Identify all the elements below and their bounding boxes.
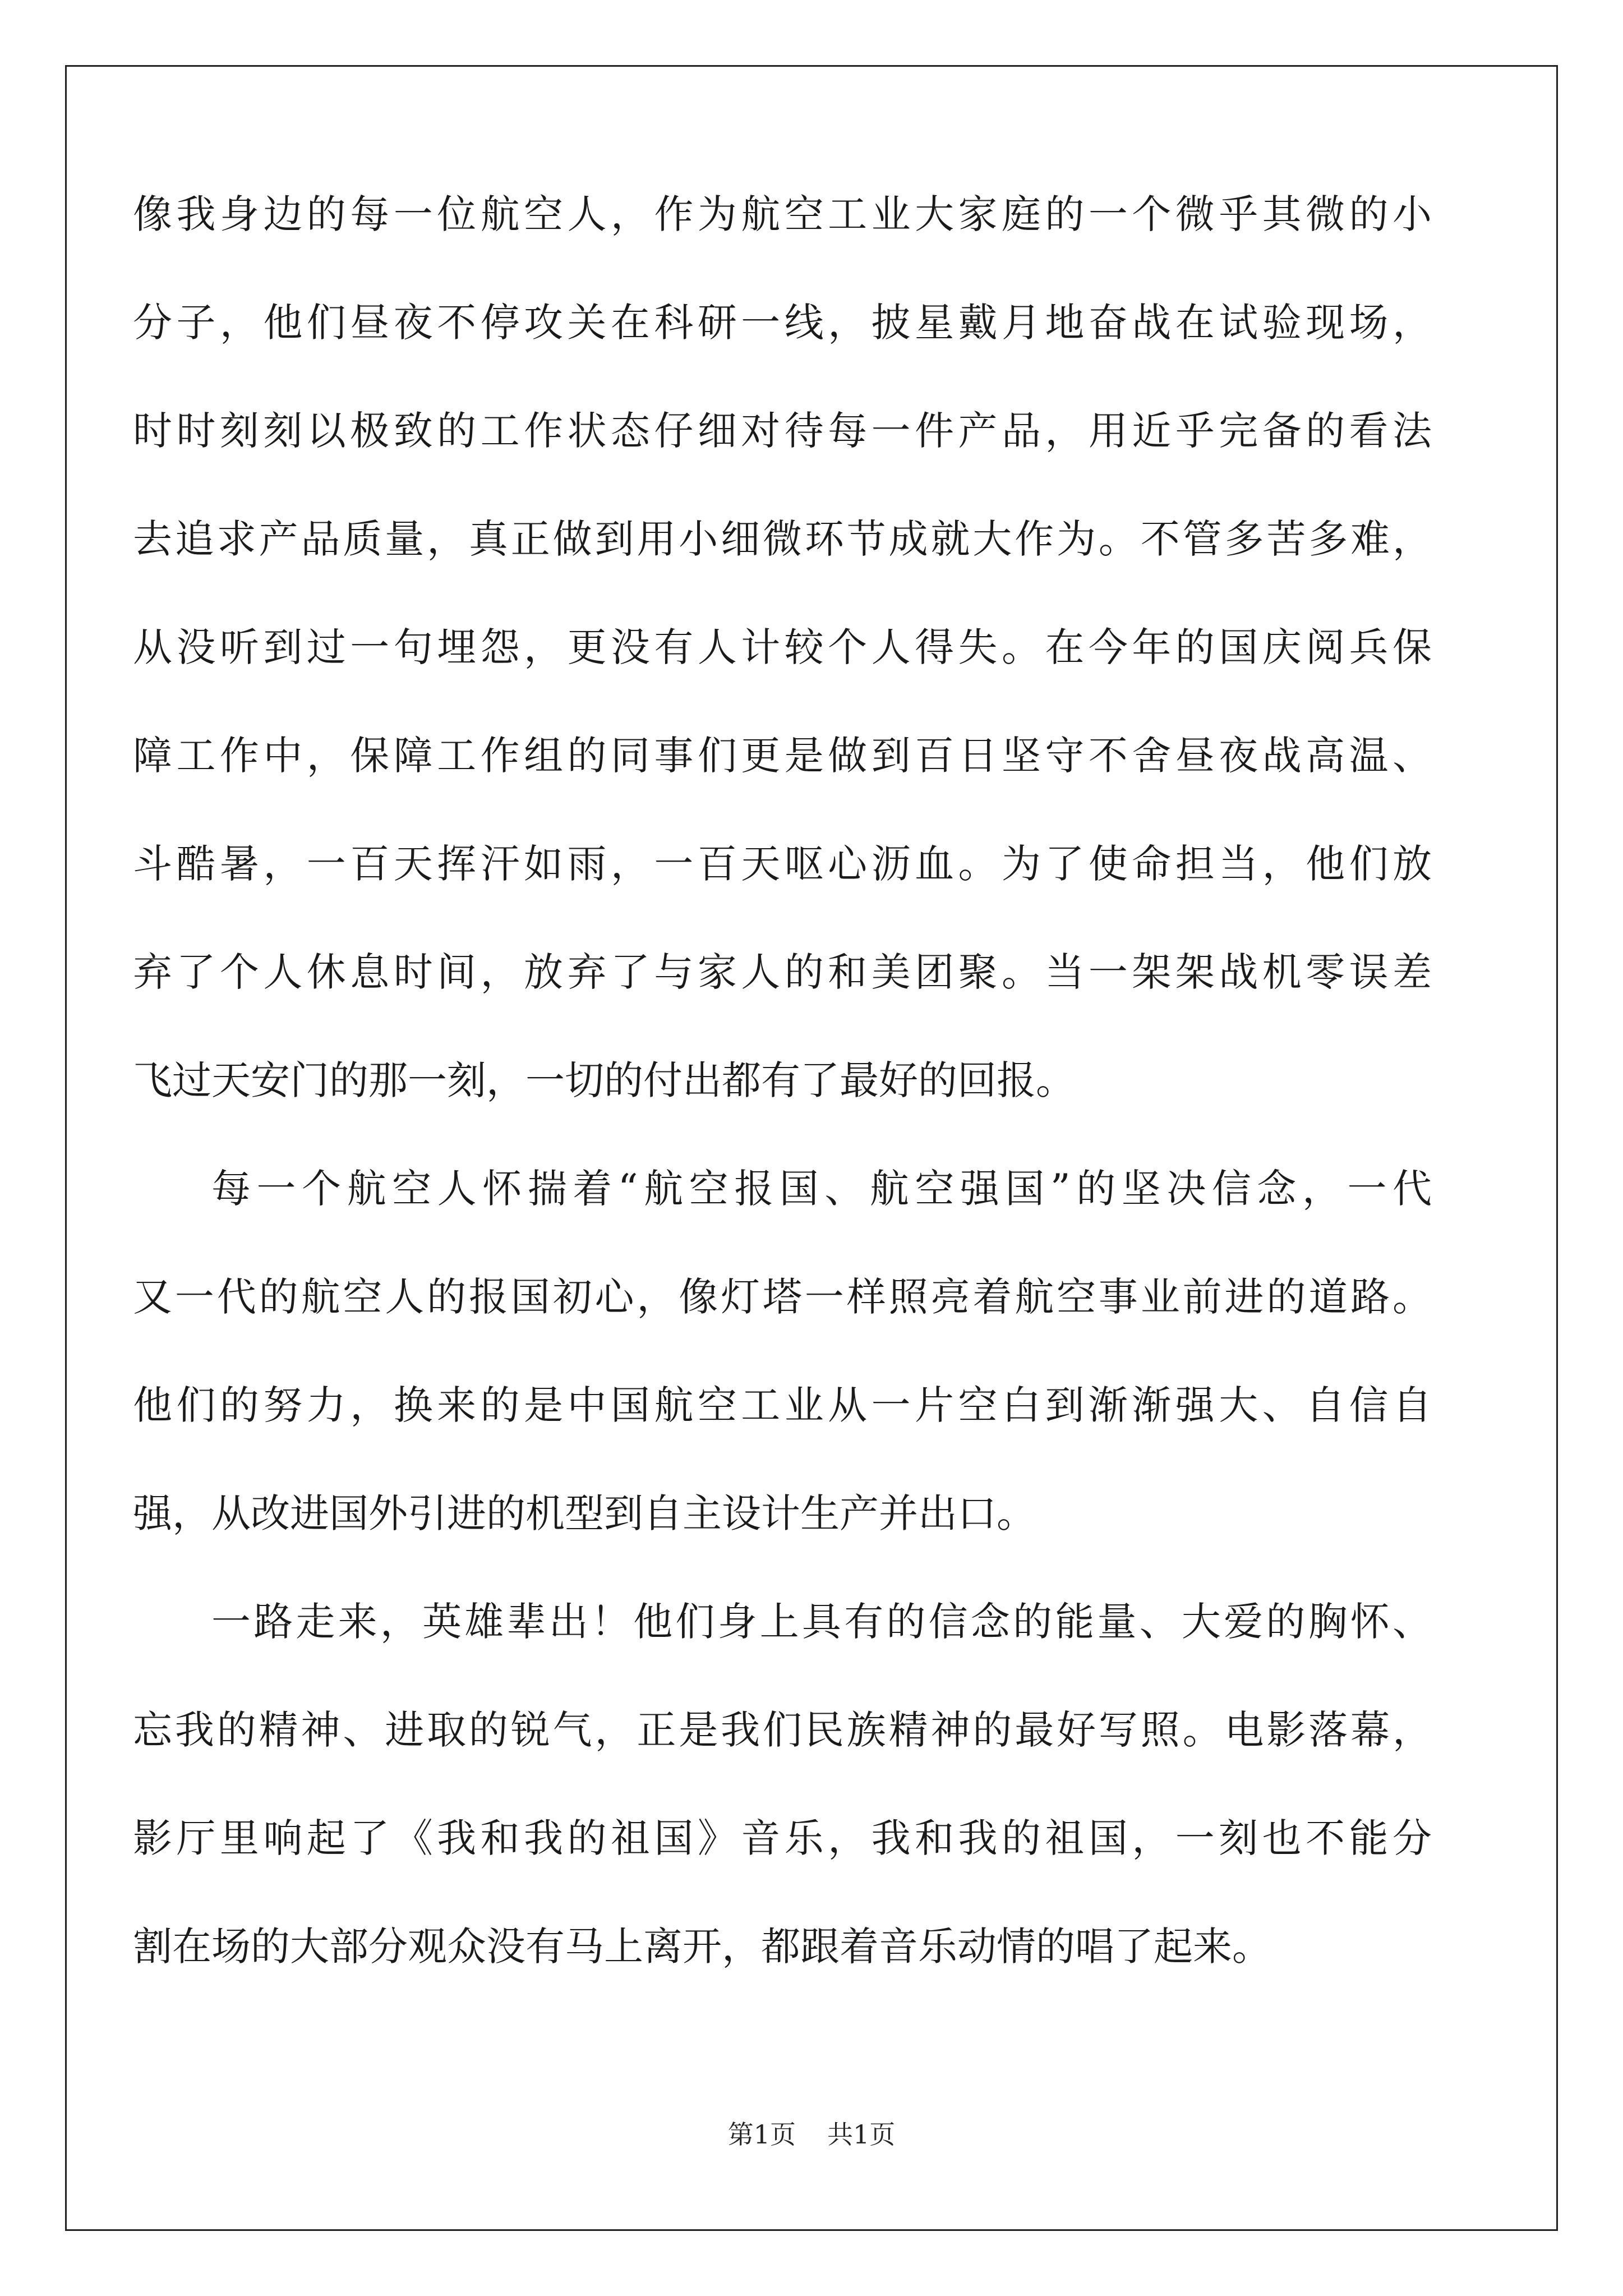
text-line: 飞过天安门的那一刻，一切的付出都有了最好的回报。 — [133, 1057, 1075, 1103]
text-line: 弃了个人休息时间，放弃了与家人的和美团聚。当一架架战机零误差 — [133, 949, 1432, 995]
text-line: 忘我的精神、进取的锐气，正是我们民族精神的最好写照。电影落幕， — [133, 1707, 1432, 1753]
page-footer — [0, 2118, 1623, 2151]
text-line: 时时刻刻以极致的工作状态仔细对待每一件产品，用近乎完备的看法 — [133, 408, 1432, 454]
text-line: 去追求产品质量，真正做到用小细微环节成就大作为。不管多苦多难， — [133, 516, 1432, 562]
text-line: 每一个航空人怀揣着“航空报国、航空强国”的坚决信念，一代 — [211, 1166, 1432, 1212]
text-line: 影厅里响起了《我和我的祖国》音乐，我和我的祖国，一刻也不能分 — [133, 1815, 1432, 1861]
text-line: 分子，他们昼夜不停攻关在科研一线，披星戴月地奋战在试验现场， — [133, 300, 1432, 346]
text-line: 从没听到过一句埋怨，更没有人计较个人得失。在今年的国庆阅兵保 — [133, 624, 1432, 670]
text-line: 像我身边的每一位航空人，作为航空工业大家庭的一个微乎其微的小 — [133, 191, 1432, 237]
text-line: 一路走来，英雄辈出！他们身上具有的信念的能量、大爱的胸怀、 — [211, 1599, 1432, 1645]
page-total: 共1页 — [827, 2119, 896, 2150]
text-line: 斗酷暑，一百天挥汗如雨，一百天呕心沥血。为了使命担当，他们放 — [133, 841, 1432, 887]
page-frame — [65, 65, 1558, 2231]
text-line: 又一代的航空人的报国初心，像灯塔一样照亮着航空事业前进的道路。 — [133, 1274, 1432, 1320]
text-line: 割在场的大部分观众没有马上离开，都跟着音乐动情的唱了起来。 — [133, 1924, 1271, 1970]
text-line: 障工作中，保障工作组的同事们更是做到百日坚守不舍昼夜战高温、 — [133, 733, 1432, 779]
text-line: 他们的努力，换来的是中国航空工业从一片空白到渐渐强大、自信自 — [133, 1382, 1432, 1428]
text-line: 强，从改进国外引进的机型到自主设计生产并出口。 — [133, 1490, 1036, 1536]
page-number: 第1页 — [727, 2119, 796, 2150]
